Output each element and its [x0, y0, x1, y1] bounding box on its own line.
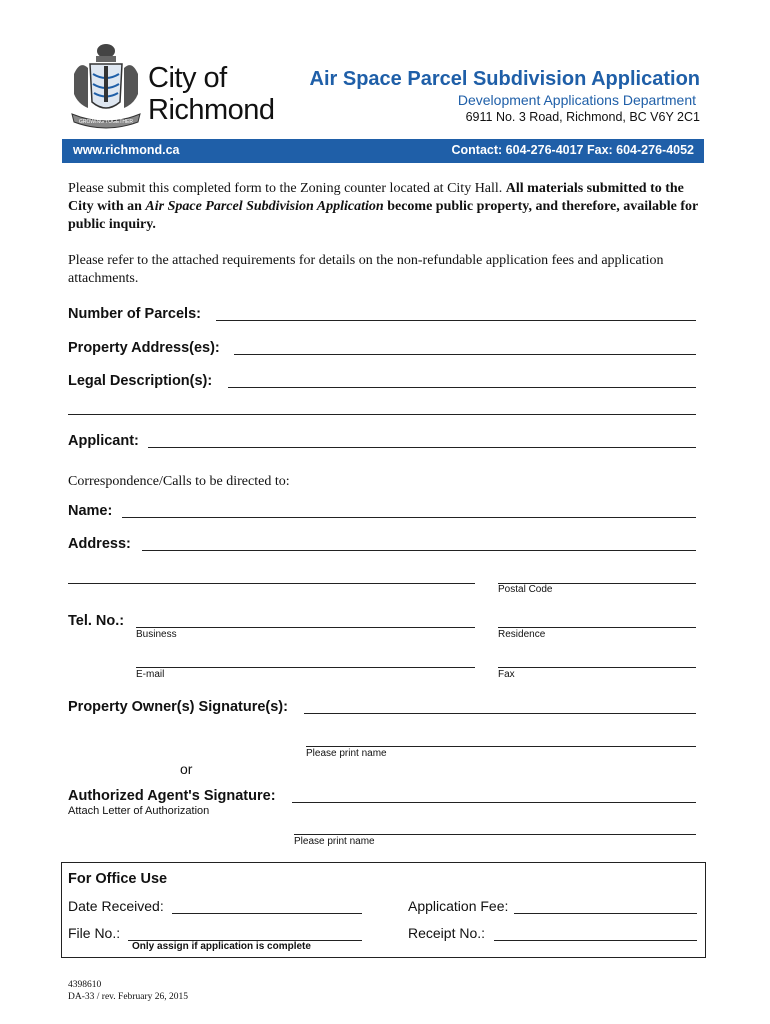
- website-link[interactable]: www.richmond.ca: [73, 143, 180, 157]
- number-of-parcels-label: Number of Parcels:: [68, 306, 201, 322]
- department-name: Development Applications Department: [457, 92, 696, 108]
- email-caption: E-mail: [136, 669, 165, 680]
- file-no-input[interactable]: [128, 922, 362, 941]
- correspondence-heading: Correspondence/Calls to be directed to:: [68, 474, 290, 489]
- owner-signature-label: Property Owner(s) Signature(s):: [68, 699, 288, 715]
- name-label: Name:: [68, 503, 113, 519]
- agent-signature-input[interactable]: [292, 784, 696, 803]
- email-input[interactable]: [136, 649, 475, 668]
- office-use-heading: For Office Use: [68, 871, 168, 887]
- legal-description-input[interactable]: [228, 369, 696, 388]
- crest-icon: [66, 38, 146, 130]
- business-phone-input[interactable]: [136, 609, 475, 628]
- agent-signature-label: Authorized Agent's Signature:: [68, 788, 276, 804]
- date-received-input[interactable]: [172, 895, 362, 914]
- application-fee-input[interactable]: [514, 895, 697, 914]
- intro-paragraph-1: Please submit this completed form to the Zoning counter located at City Hall. All materials submitted to the City with an Air Space Parcel Subdivision Application become public property, and therefore, available for public inquiry.: [68, 181, 699, 232]
- file-no-label: File No.:: [68, 925, 121, 941]
- department-address: 6911 No. 3 Road, Richmond, BC V6Y 2C1: [465, 110, 700, 124]
- footer-revision: DA-33 / rev. February 26, 2015: [68, 992, 188, 1002]
- number-of-parcels-input[interactable]: [216, 302, 696, 321]
- office-use-box: [61, 862, 706, 958]
- applicant-label: Applicant:: [68, 433, 139, 449]
- attach-letter-caption: Attach Letter of Authorization: [68, 805, 210, 817]
- postal-code-caption: Postal Code: [498, 584, 553, 595]
- residence-caption: Residence: [498, 629, 546, 640]
- legal-description-label: Legal Description(s):: [68, 373, 213, 389]
- logo-text-city-of: City of: [148, 62, 227, 94]
- address-input[interactable]: [142, 532, 696, 551]
- business-caption: Business: [136, 629, 177, 640]
- fax-input[interactable]: [498, 649, 696, 668]
- logo-text-richmond: Richmond: [148, 94, 275, 126]
- postal-code-input[interactable]: [498, 565, 696, 584]
- property-address-input[interactable]: [234, 336, 696, 355]
- agent-print-name-input[interactable]: [294, 816, 696, 835]
- owner-print-name-caption: Please print name: [306, 748, 387, 759]
- contact-phone-fax: Contact: 604-276-4017 Fax: 604-276-4052: [451, 143, 694, 157]
- contact-bar: [62, 139, 704, 163]
- address-label: Address:: [68, 536, 131, 552]
- footer-doc-number: 4398610: [68, 980, 102, 990]
- form-title: Air Space Parcel Subdivision Application: [309, 68, 700, 90]
- residence-phone-input[interactable]: [498, 609, 696, 628]
- applicant-input[interactable]: [148, 429, 696, 448]
- office-use-note: Only assign if application is complete: [132, 941, 311, 952]
- city-crest-logo: [66, 38, 146, 130]
- agent-print-name-caption: Please print name: [294, 836, 375, 847]
- application-fee-label: Application Fee:: [408, 898, 509, 914]
- fax-caption: Fax: [498, 669, 515, 680]
- owner-print-name-input[interactable]: [306, 728, 696, 747]
- legal-description-input-line-2[interactable]: [68, 396, 696, 415]
- owner-signature-input[interactable]: [304, 695, 696, 714]
- receipt-no-input[interactable]: [494, 922, 697, 941]
- intro-paragraph-2: Please refer to the attached requirements for details on the non-refundable application fees and application attachments.: [68, 253, 664, 286]
- name-input[interactable]: [122, 499, 696, 518]
- property-address-label: Property Address(es):: [68, 340, 220, 356]
- or-separator: or: [180, 761, 193, 777]
- date-received-label: Date Received:: [68, 898, 164, 914]
- receipt-no-label: Receipt No.:: [408, 925, 486, 941]
- address-input-line-2[interactable]: [68, 565, 475, 584]
- tel-label: Tel. No.:: [68, 613, 125, 629]
- svg-text:GROWING TOGETHER: GROWING TOGETHER: [79, 119, 133, 125]
